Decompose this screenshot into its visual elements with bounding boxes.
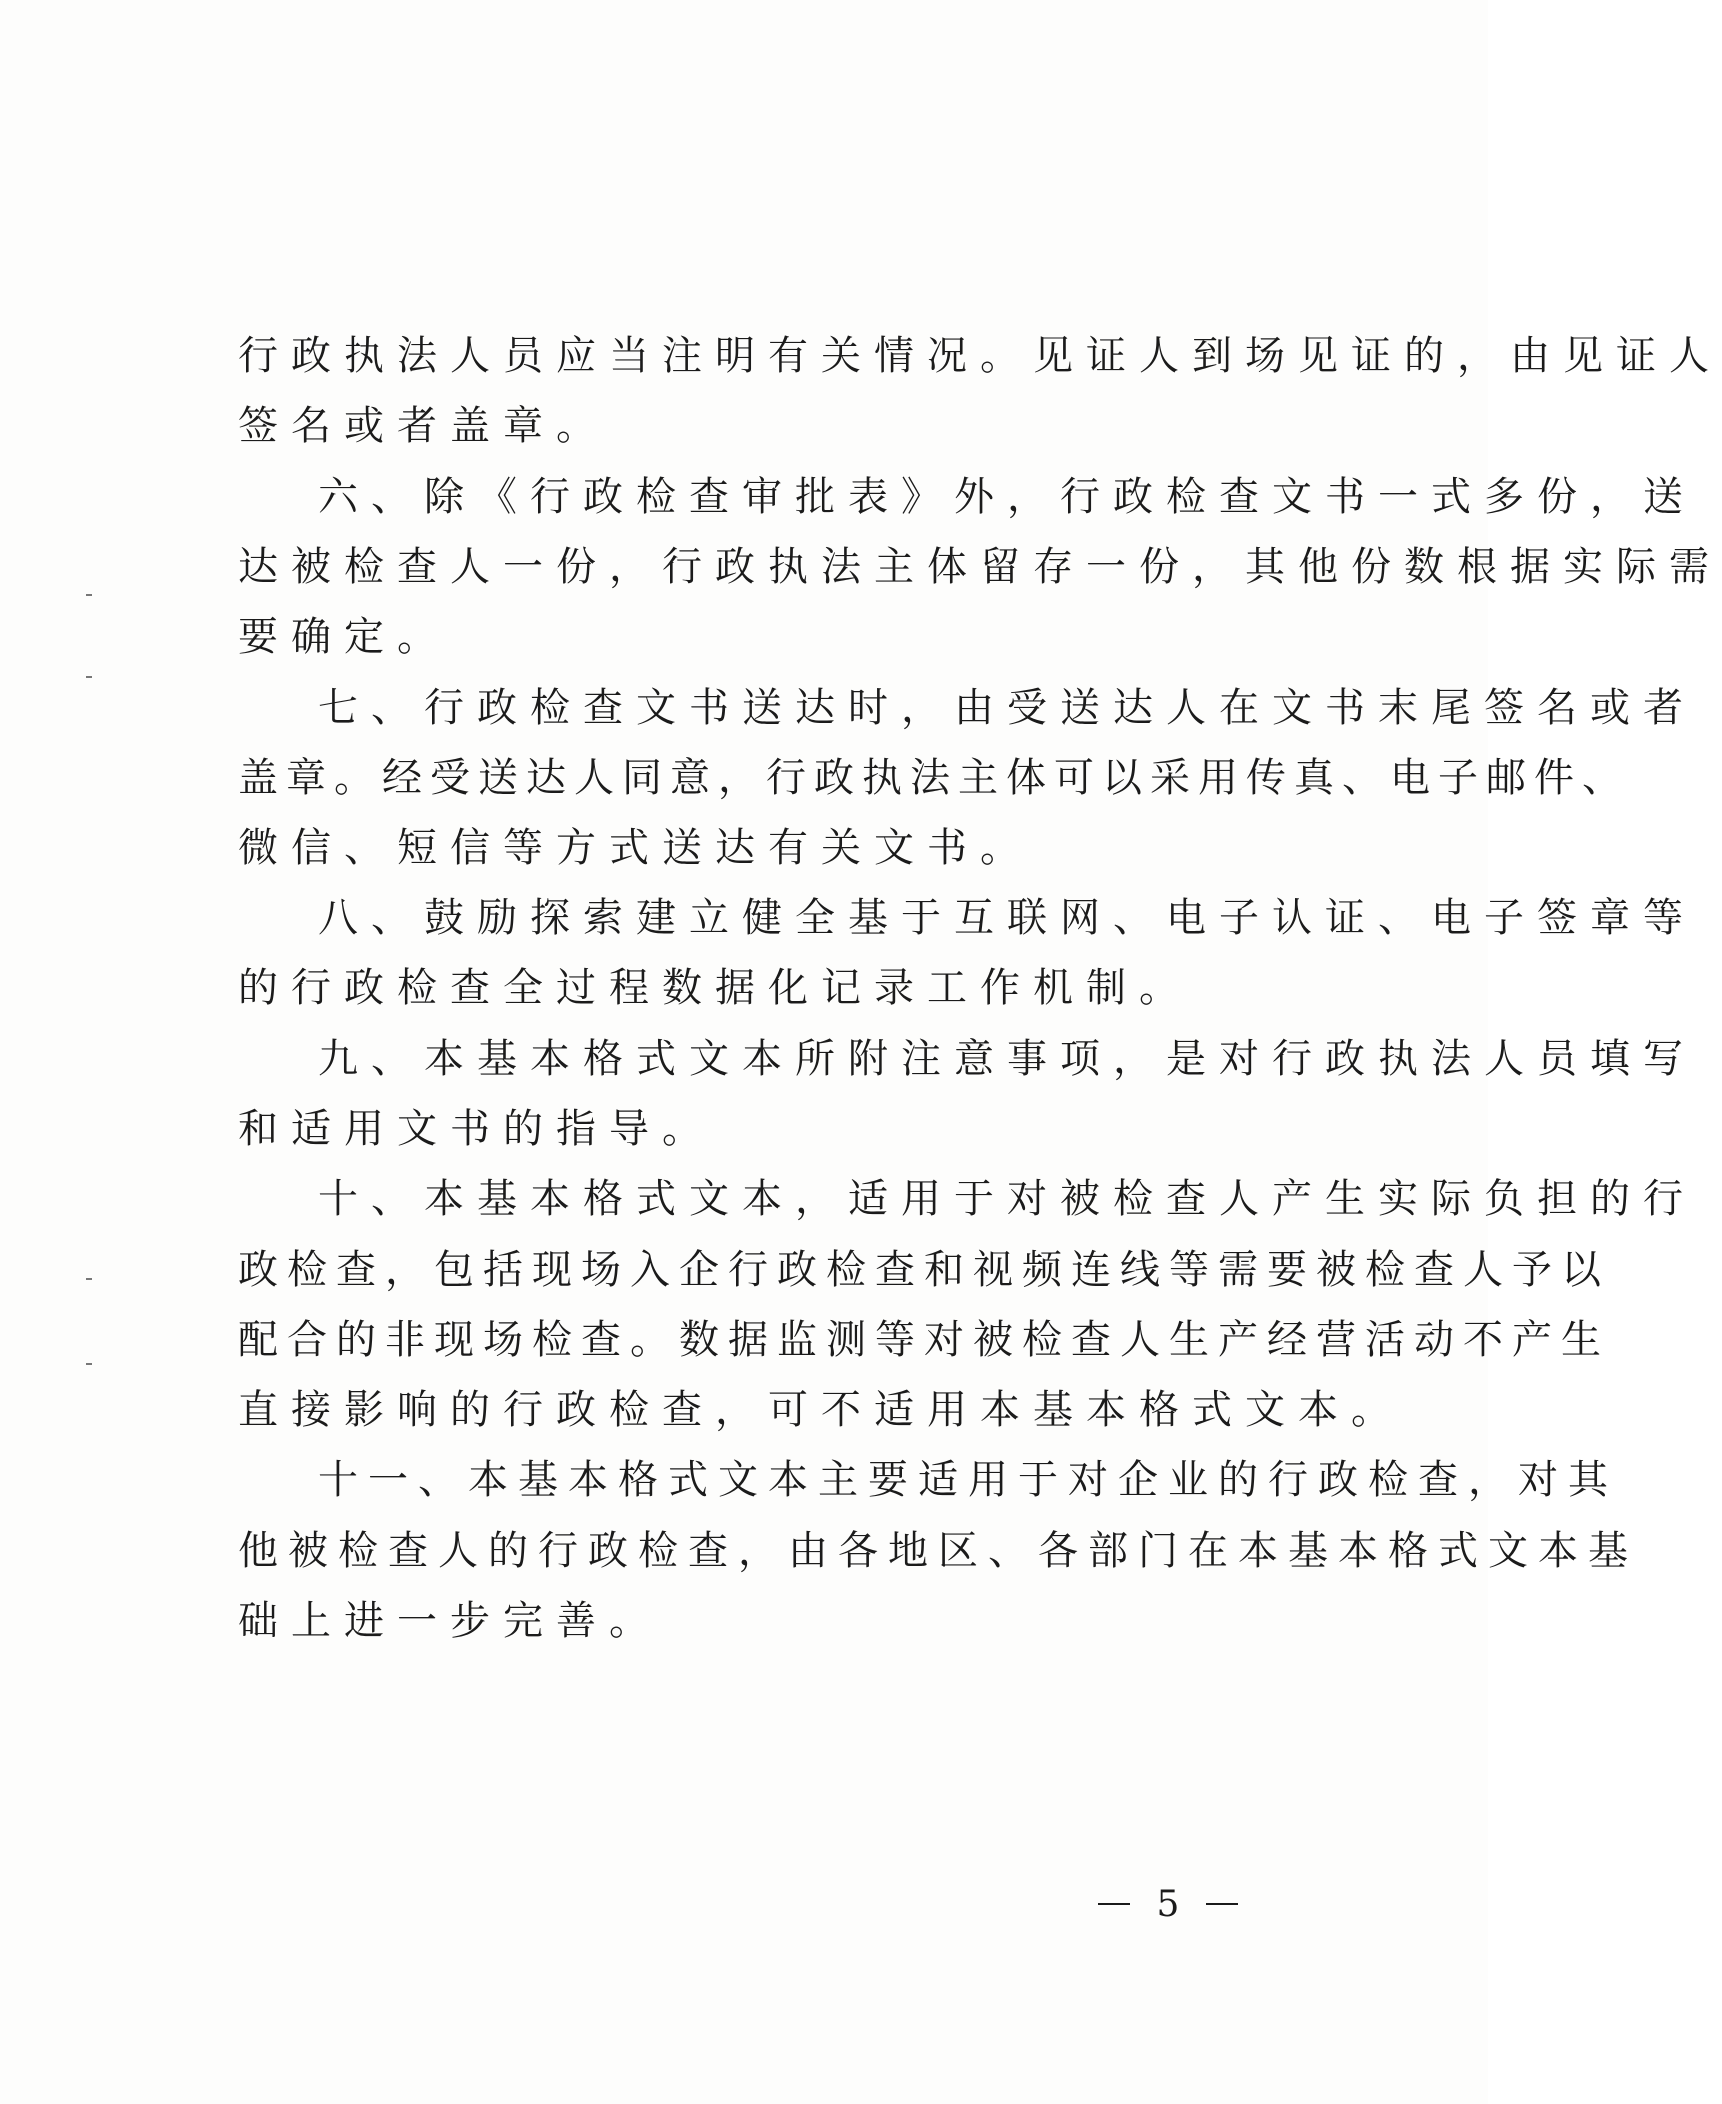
body-line: 签名或者盖章。: [238, 403, 609, 449]
paragraph-11-line: 他被检查人的行政检查，由各地区、各部门在本基本格式文本基: [238, 1528, 1638, 1574]
page-number-footer: [1098, 1880, 1238, 1928]
em-dash-left: [1098, 1903, 1130, 1905]
paragraph-10-line: 政检查，包括现场入企行政检查和视频连线等需要被检查人予以: [238, 1247, 1610, 1293]
paragraph-8-line: 八、鼓励探索建立健全基于互联网、电子认证、电子签章等: [318, 895, 1696, 941]
body-line: 行政执法人员应当注明有关情况。见证人到场见证的，由见证人: [238, 333, 1722, 379]
scan-artifact-mark: [86, 676, 92, 678]
paragraph-7-line: 盖章。经受送达人同意，行政执法主体可以采用传真、电子邮件、: [238, 755, 1630, 801]
paragraph-10-line: 十、本基本格式文本，适用于对被检查人产生实际负担的行: [318, 1176, 1696, 1222]
paragraph-6-line: 要确定。: [238, 614, 450, 660]
paragraph-10-line: 直接影响的行政检查，可不适用本基本格式文本。: [238, 1387, 1404, 1433]
em-dash-right: [1206, 1903, 1238, 1905]
paragraph-11-line: 础上进一步完善。: [238, 1598, 662, 1644]
page-number: 5: [1156, 1883, 1180, 1925]
paragraph-11-line: 十一、本基本格式文本主要适用于对企业的行政检查，对其: [318, 1457, 1618, 1503]
scan-artifact-mark: [86, 594, 92, 596]
paragraph-6-line: 六、除《行政检查审批表》外，行政检查文书一式多份，送: [318, 474, 1696, 520]
paragraph-10-line: 配合的非现场检查。数据监测等对被检查人生产经营活动不产生: [238, 1317, 1610, 1363]
scan-artifact-mark: [86, 1278, 92, 1280]
scan-artifact-mark: [86, 1363, 92, 1365]
paragraph-7-line: 七、行政检查文书送达时，由受送达人在文书末尾签名或者: [318, 685, 1696, 731]
paragraph-9-line: 九、本基本格式文本所附注意事项，是对行政执法人员填写: [318, 1036, 1696, 1082]
paragraph-8-line: 的行政检查全过程数据化记录工作机制。: [238, 965, 1192, 1011]
paragraph-6-line: 达被检查人一份，行政执法主体留存一份，其他份数根据实际需: [238, 544, 1722, 590]
paragraph-9-line: 和适用文书的指导。: [238, 1106, 715, 1152]
paragraph-7-line: 微信、短信等方式送达有关文书。: [238, 825, 1033, 871]
